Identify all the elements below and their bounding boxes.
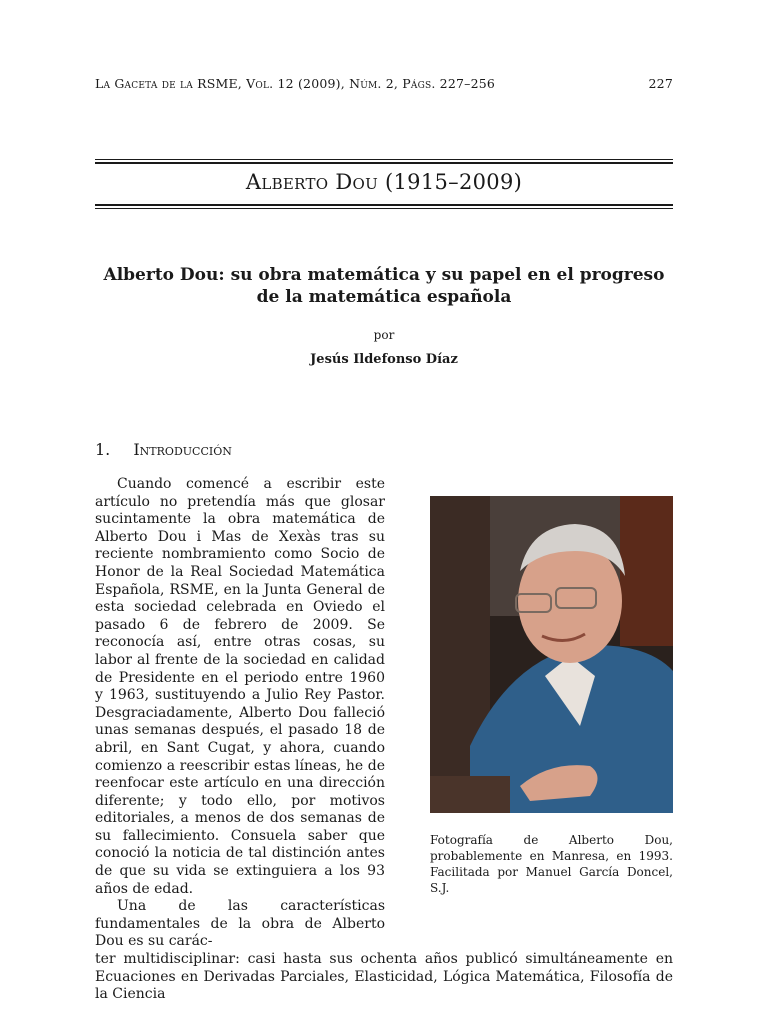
journal-reference: La Gaceta de la RSME, Vol. 12 (2009), Núm. 2, Págs. 227–256 xyxy=(95,76,496,91)
paragraph-2-start: Una de las características fundamentales de la obra de Alberto Dou es su carác- xyxy=(95,898,385,950)
section-banner-title: Alberto Dou (1915–2009) xyxy=(245,170,523,194)
article-title-line2: de la matemática española xyxy=(256,287,512,307)
article-title xyxy=(95,264,673,308)
banner-rule-top xyxy=(95,157,673,164)
article-title-line1: Alberto Dou: su obra matemática y su papel en el progreso xyxy=(103,265,665,285)
author-portrait-photo xyxy=(430,496,673,813)
banner-rule-bottom xyxy=(95,204,673,209)
section-number: 1. xyxy=(95,440,111,459)
section-heading xyxy=(95,440,232,459)
section-label: Introducción xyxy=(133,440,232,459)
running-head xyxy=(95,76,673,91)
paragraph-1: Cuando comencé a escribir este artículo no pretendía más que glosar sucintamente la obra matemática de Alberto Dou i Mas de Xexàs tras su reciente nombramiento como Socio de Honor de la Real Sociedad Matemática Española, RSME, en la Junta General de esta sociedad celebrada en Oviedo el pasado 6 de febrero de 2009. Se reconocía así, entre otras cosas, su labor al frente de la sociedad en calidad de Presidente en el periodo entre 1960 y 1963, sustituyendo a Julio Rey Pastor. Desgraciadamente, Alberto Dou falleció unas semanas después, el pasado 18 de abril, en Sant Cugat, y ahora, cuando comienzo a reescribir estas líneas, he de reenfocar este artículo en una dirección diferente; y todo ello, por motivos editoriales, a menos de dos semanas de su fallecimiento. Consuela saber que conoció la noticia de tal distinción antes de que su vida se extinguiera a los 93 años de edad. xyxy=(95,476,385,897)
author-name: Jesús Ildefonso Díaz xyxy=(310,352,458,367)
page-number: 227 xyxy=(648,76,673,91)
paragraph-2-continued: ter multidisciplinar: casi hasta sus ochenta años publicó simultáneamente en Ecuaciones en Derivadas Parciales, Elasticidad, Lógica Matemática, Filosofía de la Ciencia xyxy=(95,951,673,1003)
figure-caption: Fotografía de Alberto Dou, probablemente en Manresa, en 1993. Facilitada por Manuel García Doncel, S.J. xyxy=(430,833,673,895)
byline-por: por xyxy=(373,328,395,342)
